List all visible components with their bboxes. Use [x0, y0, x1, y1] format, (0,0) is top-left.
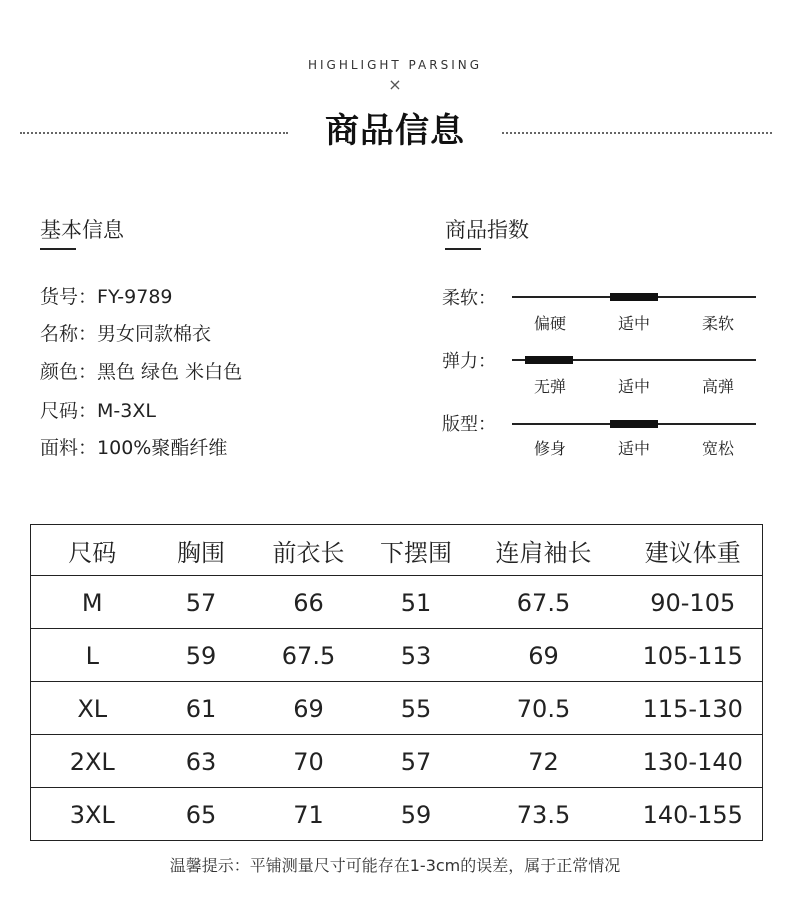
table-cell: 61	[154, 682, 249, 735]
table-cell: 2XL	[31, 735, 154, 788]
softness-level-high: 柔软	[701, 314, 734, 333]
table-cell: XL	[31, 682, 154, 735]
table-header-row	[31, 525, 763, 576]
header-sleeve-length: 连肩袖长	[495, 538, 592, 567]
table-cell: 105-115	[624, 629, 763, 682]
info-label: 名称：	[40, 323, 98, 345]
table-cell: 63	[154, 735, 249, 788]
info-row-name	[40, 319, 211, 346]
table-cell: 67.5	[464, 576, 624, 629]
info-label: 货号：	[40, 286, 98, 308]
table-cell: 66	[249, 576, 369, 629]
softness-level-low: 偏硬	[533, 314, 566, 333]
table-cell: M	[31, 576, 154, 629]
table-cell: 65	[154, 788, 249, 841]
footer-note: 温馨提示：平铺测量尺寸可能存在1-3cm的误差，属于正常情况	[169, 856, 621, 875]
info-value: FY-9789	[97, 286, 173, 308]
product-index-underline	[445, 248, 481, 250]
fit-scale-marker	[610, 420, 658, 428]
table-row	[31, 682, 763, 735]
table-cell: 55	[369, 682, 464, 735]
table-cell: 69	[249, 682, 369, 735]
table-cell: 51	[369, 576, 464, 629]
fit-level-high: 宽松	[701, 439, 734, 458]
info-value: 100%聚酯纤维	[97, 437, 228, 459]
softness-scale-marker	[610, 293, 658, 301]
info-label: 颜色：	[40, 361, 98, 383]
elasticity-level-high: 高弹	[701, 377, 734, 396]
basic-info-title: 基本信息	[40, 218, 124, 242]
table-cell: 57	[369, 735, 464, 788]
table-cell: 69	[464, 629, 624, 682]
table-row	[31, 735, 763, 788]
info-row-size	[40, 396, 156, 423]
info-label: 面料：	[40, 437, 98, 459]
page-title: 商品信息	[325, 111, 465, 151]
elasticity-label: 弹力：	[442, 351, 496, 372]
product-index-title: 商品指数	[445, 218, 529, 242]
size-table	[30, 524, 763, 841]
softness-level-mid: 适中	[617, 314, 650, 333]
info-value: M-3XL	[97, 400, 156, 422]
table-cell: 70	[249, 735, 369, 788]
fit-level-low: 修身	[533, 439, 566, 458]
info-label: 尺码：	[40, 400, 98, 422]
header-suggested-weight: 建议体重	[644, 538, 741, 567]
header-size: 尺码	[68, 538, 117, 567]
table-cell: 115-130	[624, 682, 763, 735]
header-front-length: 前衣长	[272, 538, 345, 567]
table-cell: L	[31, 629, 154, 682]
table-cell: 3XL	[31, 788, 154, 841]
info-row-fabric	[40, 433, 227, 460]
softness-label: 柔软：	[442, 288, 496, 309]
info-row-item-number	[40, 282, 173, 309]
info-value: 黑色 绿色 米白色	[97, 361, 243, 383]
table-cell: 140-155	[624, 788, 763, 841]
header-chest: 胸围	[177, 538, 225, 567]
table-cell: 73.5	[464, 788, 624, 841]
header-hem: 下摆围	[380, 538, 452, 567]
info-value: 男女同款棉衣	[97, 323, 212, 345]
table-cell: 70.5	[464, 682, 624, 735]
table-row	[31, 576, 763, 629]
right-dotted-divider	[502, 132, 772, 134]
table-row	[31, 788, 763, 841]
table-cell: 72	[464, 735, 624, 788]
elasticity-level-low: 无弹	[533, 377, 566, 396]
table-cell: 130-140	[624, 735, 763, 788]
table-cell: 57	[154, 576, 249, 629]
table-cell: 59	[154, 629, 249, 682]
elasticity-level-mid: 适中	[617, 377, 650, 396]
table-cell: 90-105	[624, 576, 763, 629]
fit-level-mid: 适中	[617, 439, 650, 458]
table-cell: 53	[369, 629, 464, 682]
table-cell: 67.5	[249, 629, 369, 682]
table-row	[31, 629, 763, 682]
eyebrow-mark: ×	[388, 75, 402, 94]
table-cell: 71	[249, 788, 369, 841]
eyebrow-text: HIGHLIGHT PARSING	[307, 58, 483, 72]
info-row-color	[40, 357, 242, 384]
table-cell: 59	[369, 788, 464, 841]
elasticity-scale-marker	[525, 356, 573, 364]
fit-label: 版型：	[442, 414, 496, 435]
basic-info-underline	[40, 248, 76, 250]
